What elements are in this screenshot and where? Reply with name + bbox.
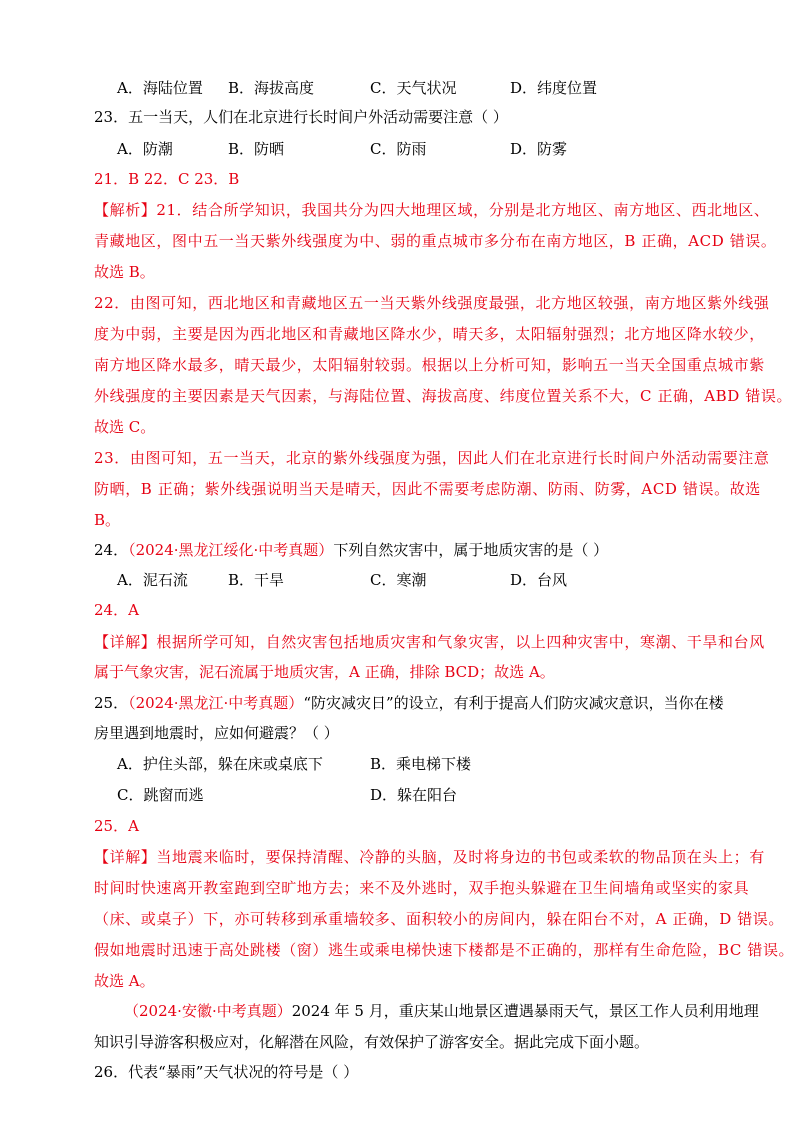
q25-number: 25． [94,694,129,712]
q25-detail-line: 故选 A。 [94,972,155,990]
q24-detail-line: 属于气象灾害，泥石流属于地质灾害，A 正确，排除 BCD；故选 A。 [94,663,555,681]
passage-26-text: 2024 年 5 月，重庆某山地景区遭遇暴雨天气，景区工作人员利用地理 [291,1002,759,1020]
q24-option-b: B．干旱 [228,571,285,589]
q24-question: 下列自然灾害中，属于地质灾害的是（ ） [333,541,609,559]
q25-option-c: C．跳窗而逃 [117,786,204,804]
q22-option-a: A．海陆位置 [117,79,203,97]
passage-26-line-1 [124,1001,759,1021]
q25-option-d: D．躲在阳台 [370,786,458,804]
q25-source: （2024·黑龙江·中考真题） [128,694,304,712]
q25-stem-line-1 [94,693,724,713]
q24-detail-line: 【详解】根据所学可知，自然灾害包括地质灾害和气象灾害，以上四种灾害中，寒潮、干旱和台风 [94,633,765,651]
q25-option-b: B．乘电梯下楼 [370,755,472,773]
analysis-21-line: 【解析】21．结合所学知识，我国共分为四大地理区域，分别是北方地区、南方地区、西北地区、 [94,201,770,219]
q25-question: “防灾减灾日”的设立，有利于提高人们防灾减灾意识，当你在楼 [303,694,724,712]
q22-option-d: D．纬度位置 [510,79,598,97]
analysis-22-line: 南方地区降水最多，晴天最少，太阳辐射较弱。根据以上分析可知，影响五一当天全国重点城市紫 [94,356,765,374]
q25-option-a: A．护住头部，躲在床或桌底下 [117,755,323,773]
analysis-21-line: 故选 B。 [94,263,155,281]
analysis-23-line: B。 [94,511,121,529]
q24-option-d: D．台风 [510,571,568,589]
q25-detail-line: 【详解】当地震来临时，要保持清醒、冷静的头脑，及时将身边的书包或柔软的物品顶在头上；有 [94,848,765,866]
analysis-22-line: 22．由图可知，西北地区和青藏地区五一当天紫外线强度最强，北方地区较强，南方地区紫外线强 [94,294,770,312]
q22-option-c: C．天气状况 [370,79,457,97]
q25-answer: 25．A [94,817,139,835]
q24-answer: 24．A [94,601,139,619]
q24-option-a: A．泥石流 [117,571,188,589]
q24-stem [94,540,608,560]
answers-21-23: 21．B 22．C 23．B [94,170,240,188]
q23-option-b: B．防晒 [228,140,285,158]
q23-option-c: C．防雨 [370,140,427,158]
q25-detail-line: 时间时快速离开教室跑到空旷地方去；来不及外逃时，双手抱头躲避在卫生间墙角或坚实的家具 [94,879,750,897]
q26-stem: 26．代表“暴雨”天气状况的符号是（ ） [94,1063,359,1081]
q24-number: 24． [94,541,129,559]
passage-26-line-2: 知识引导游客积极应对，化解潜在风险，有效保护了游客安全。据此完成下面小题。 [94,1033,650,1051]
q23-stem: 23．五一当天，人们在北京进行长时间户外活动需要注意（ ） [94,108,508,126]
q23-option-a: A．防潮 [117,140,173,158]
analysis-22-line: 外线强度的主要因素是天气因素，与海陆位置、海拔高度、纬度位置关系不大，C 正确，ABD 错误。 [94,387,793,405]
q23-option-d: D．防雾 [510,140,568,158]
q24-option-c: C．寒潮 [370,571,427,589]
q22-option-b: B．海拔高度 [228,79,315,97]
passage-26-source: （2024·安徽·中考真题） [124,1002,292,1020]
analysis-22-line: 度为中弱，主要是因为西北地区和青藏地区降水少，晴天多，太阳辐射强烈；北方地区降水较少， [94,325,765,343]
q25-stem-line-2: 房里遇到地震时，应如何避震？（ ） [94,724,339,742]
q25-detail-line: 假如地震时迅速于高处跳楼（窗）逃生或乘电梯快速下楼都是不正确的，那样有生命危险，BC 错误。 [94,941,795,959]
analysis-22-line: 故选 C。 [94,418,156,436]
q24-source: （2024·黑龙江绥化·中考真题） [128,541,334,559]
analysis-21-line: 青藏地区，图中五一当天紫外线强度为中、弱的重点城市多分布在南方地区，B 正确，ACD 错误。 [94,232,777,250]
q25-detail-line: （床、或桌子）下，亦可转移到承重墙较多、面积较小的房间内，躲在阳台不对，A 正确，D 错误。 [94,910,784,928]
analysis-23-line: 防晒，B 正确；紫外线强说明当天是晴天，因此不需要考虑防潮、防雨、防雾，ACD 错误。故选 [94,480,761,498]
analysis-23-line: 23．由图可知，五一当天，北京的紫外线强度为强，因此人们在北京进行长时间户外活动需要注意 [94,449,770,467]
